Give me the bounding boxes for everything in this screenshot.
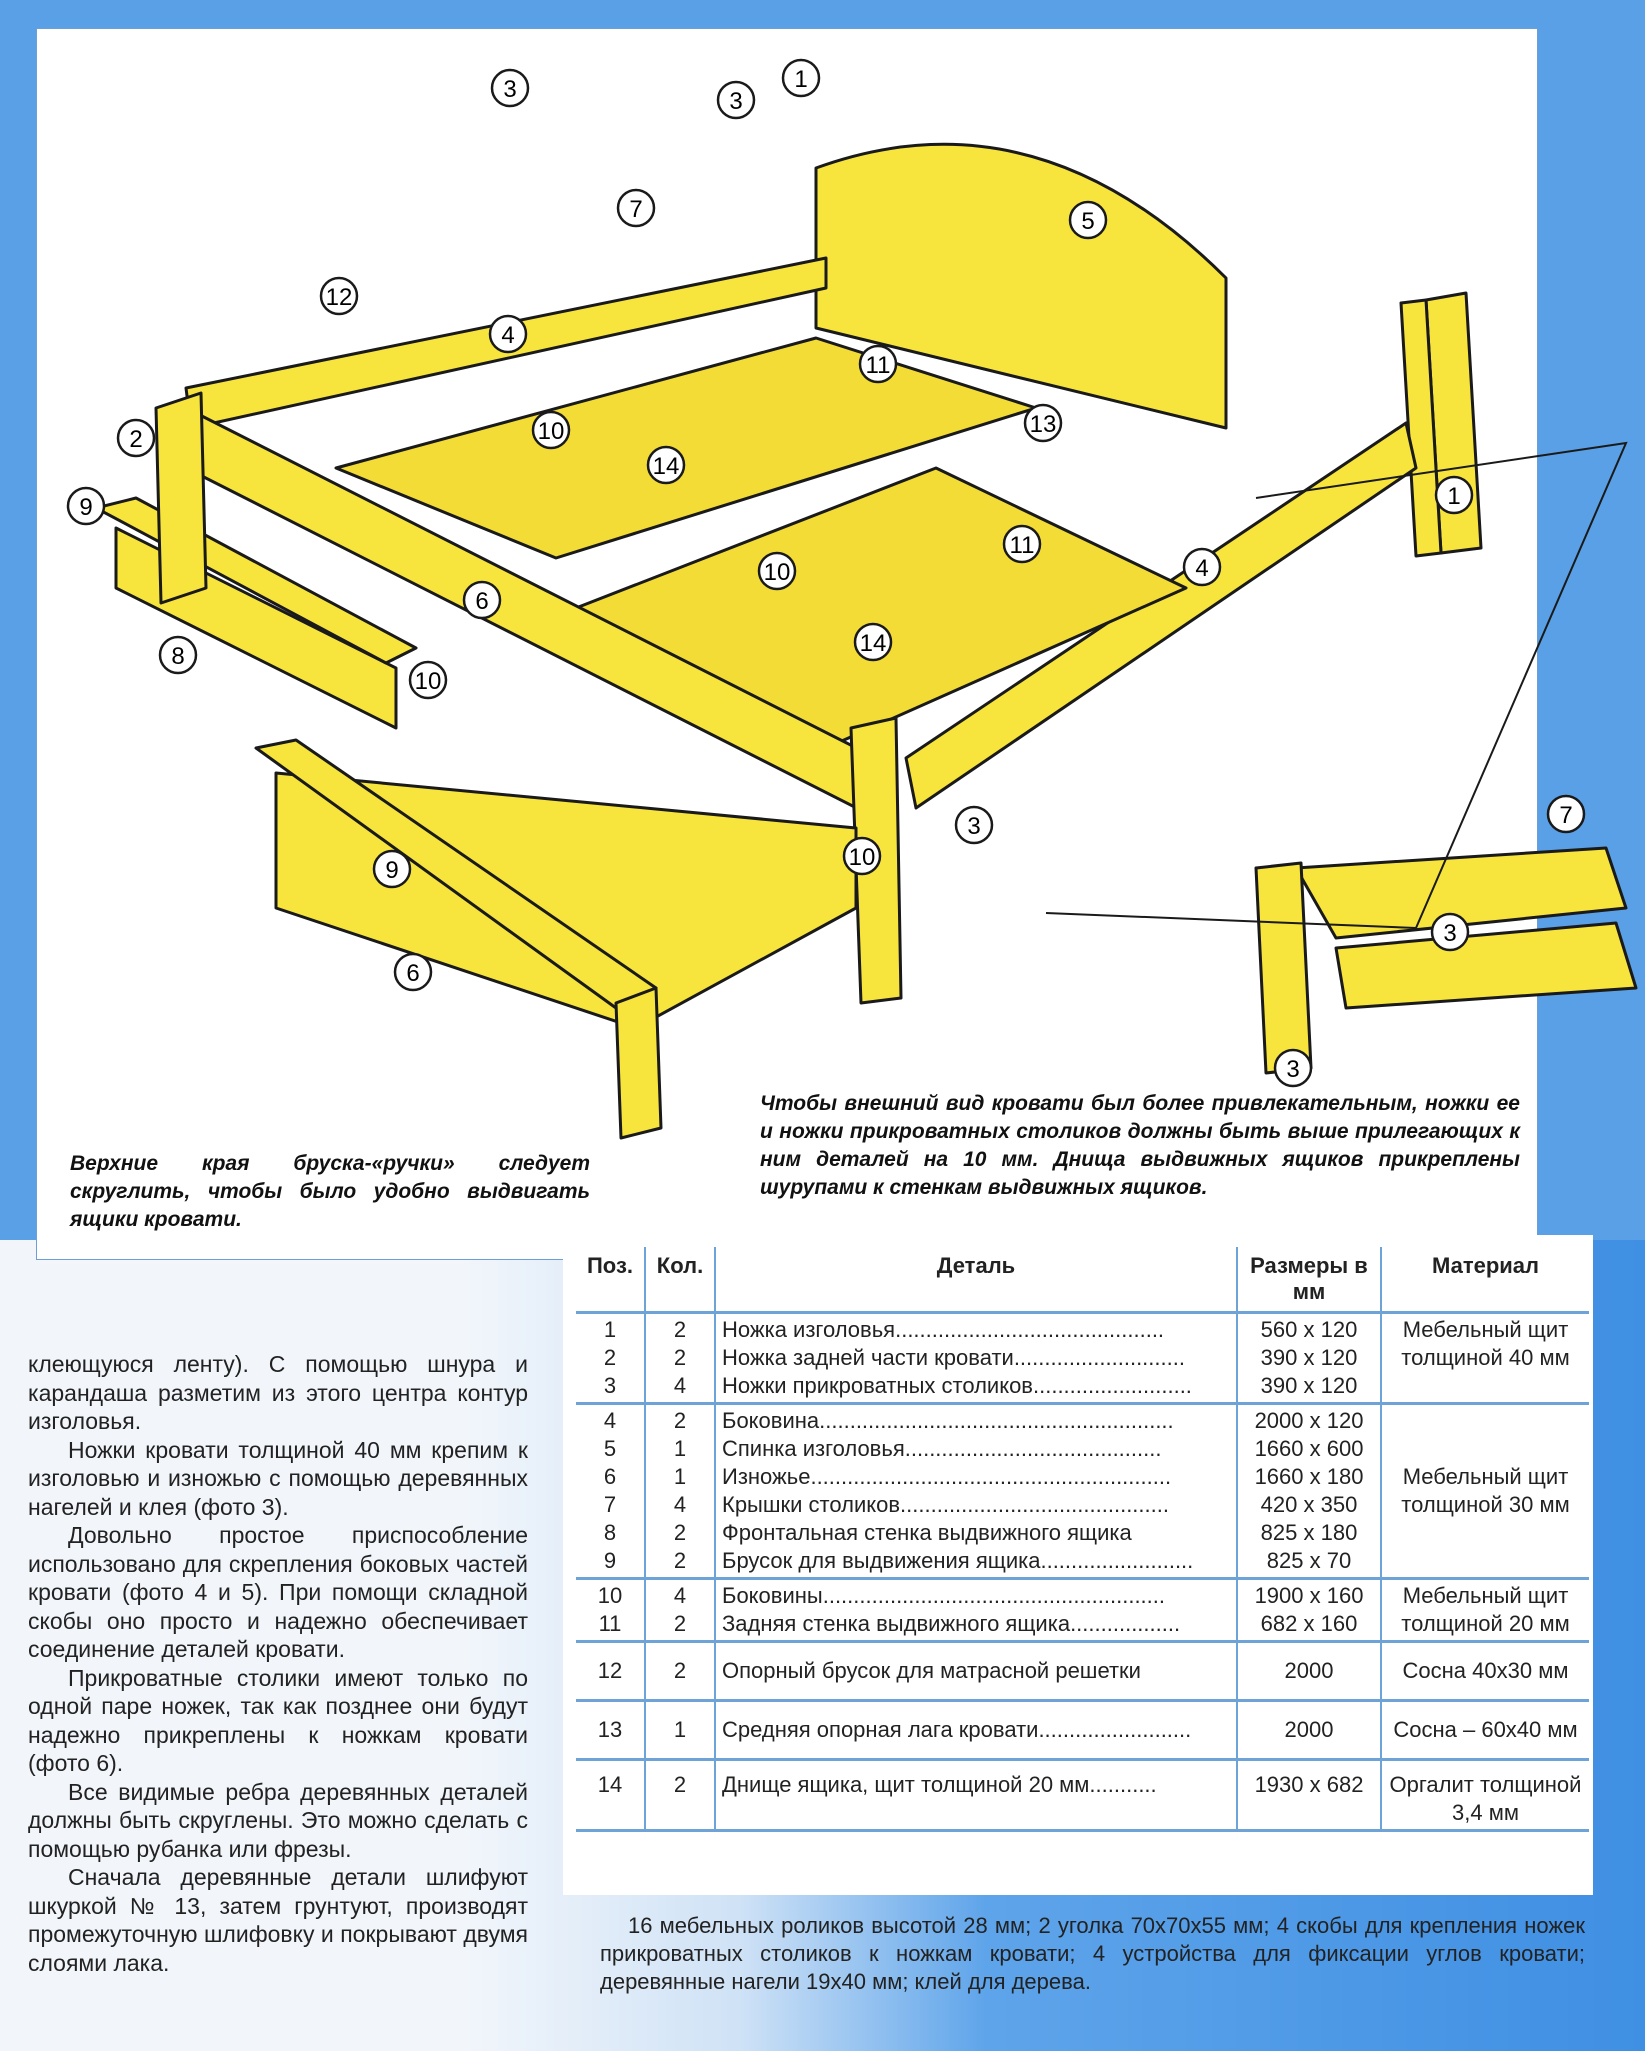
caption-left: Верхние края бруска-«ручки» следует скруглить, чтобы было удобно выдвигать ящики кровати. bbox=[70, 1152, 590, 1231]
callout-number: 9 bbox=[385, 857, 399, 884]
rear-leg-left bbox=[156, 393, 206, 603]
pos-cell: 5 bbox=[603, 1436, 617, 1461]
body-paragraph: Довольно простое приспособление использовано для скрепления боковых частей кровати (фото 4 и 5). При помощи складной скобы оно просто и надежно обеспечивает соединение деталей кровати. bbox=[28, 1522, 528, 1662]
material-cell: Сосна 40x30 мм bbox=[1381, 1642, 1589, 1701]
detail-cell: Боковина.......................................................... bbox=[722, 1408, 1174, 1433]
hardware-footnote: 16 мебельных роликов высотой 28 мм; 2 уголка 70x70x55 мм; 4 скобы для крепления ножек прикроватных столиков к ножкам кровати; 4 устройства для фиксации углов кровати; деревянные нагели 19x40 мм; клей для дерева. bbox=[600, 1913, 1585, 1994]
qty-cell: 2 bbox=[673, 1548, 687, 1573]
table-group-row bbox=[576, 1313, 1589, 1404]
qty-cell: 1 bbox=[673, 1464, 687, 1489]
body-paragraph: клеющуюся ленту). С помощью шнура и карандаша разметим из этого центра контур изголовья. bbox=[28, 1351, 528, 1434]
callout-number: 6 bbox=[406, 960, 420, 987]
size-cell: 1660 x 600 bbox=[1254, 1436, 1364, 1461]
material-cell: Мебельный щит толщиной 40 мм bbox=[1381, 1313, 1589, 1404]
material-cell: Мебельный щит толщиной 20 мм bbox=[1381, 1579, 1589, 1642]
bed-exploded-drawing bbox=[36, 28, 1573, 1258]
body-paragraph: Прикроватные столики имеют только по одной паре ножек, так как позднее они будут надежно прикреплены к ножкам кровати (фото 6). bbox=[28, 1664, 528, 1776]
parts-table-panel bbox=[563, 1235, 1593, 1895]
detail-cell: Изножье........................................................... bbox=[722, 1464, 1172, 1489]
callout-number: 12 bbox=[325, 284, 353, 311]
detail-cell: Опорный брусок для матрасной решетки bbox=[715, 1642, 1237, 1701]
pos-cell: 12 bbox=[576, 1642, 645, 1701]
pos-cell: 2 bbox=[603, 1345, 617, 1370]
size-cell: 1900 x 160 bbox=[1254, 1583, 1364, 1608]
col-material: Материал bbox=[1381, 1247, 1589, 1313]
detail-cell: Брусок для выдвижения ящика......................... bbox=[722, 1548, 1194, 1573]
size-cell: 825 x 70 bbox=[1266, 1548, 1352, 1573]
qty-cell: 1 bbox=[645, 1701, 715, 1760]
callout-number: 10 bbox=[848, 844, 876, 871]
material-cell: Мебельный щит толщиной 30 мм bbox=[1381, 1404, 1589, 1579]
callout-number: 14 bbox=[652, 453, 680, 480]
callout-number: 3 bbox=[1443, 920, 1457, 947]
qty-cell: 4 bbox=[673, 1583, 687, 1608]
detail-cell: Спинка изголовья.......................................... bbox=[722, 1436, 1162, 1461]
pos-cell: 14 bbox=[576, 1760, 645, 1831]
callout-number: 7 bbox=[629, 196, 643, 223]
parts-table bbox=[576, 1247, 1589, 1832]
detail-cell: Задняя стенка выдвижного ящика.................. bbox=[722, 1611, 1181, 1636]
detail-cell: Боковины........................................................ bbox=[722, 1583, 1166, 1608]
detail-cell: Днище ящика, щит толщиной 20 мм........... bbox=[715, 1760, 1237, 1831]
callout-number: 9 bbox=[79, 494, 93, 521]
size-cell: 682 x 160 bbox=[1260, 1611, 1358, 1636]
pos-cell: 4 bbox=[603, 1408, 617, 1433]
pos-cell: 1 bbox=[603, 1317, 617, 1342]
table-group-row bbox=[576, 1404, 1589, 1579]
table-group-row bbox=[576, 1579, 1589, 1642]
qty-cell: 2 bbox=[673, 1611, 687, 1636]
qty-cell: 4 bbox=[673, 1373, 687, 1398]
callout-number: 10 bbox=[537, 418, 565, 445]
callout-number: 10 bbox=[763, 559, 791, 586]
detail-cell: Фронтальная стенка выдвижного ящика bbox=[722, 1520, 1132, 1545]
qty-cell: 2 bbox=[645, 1760, 715, 1831]
qty-cell: 4 bbox=[673, 1492, 687, 1517]
callout-number: 6 bbox=[475, 588, 489, 615]
callout-number: 10 bbox=[414, 668, 442, 695]
callout-number: 1 bbox=[1447, 483, 1461, 510]
callout-number: 4 bbox=[501, 322, 515, 349]
pos-cell: 6 bbox=[603, 1464, 617, 1489]
callout-number: 2 bbox=[129, 426, 143, 453]
pos-cell: 9 bbox=[603, 1548, 617, 1573]
size-cell: 2000 x 120 bbox=[1254, 1408, 1364, 1433]
qty-cell: 2 bbox=[673, 1408, 687, 1433]
size-cell: 390 x 120 bbox=[1260, 1373, 1358, 1398]
callout-number: 1 bbox=[794, 66, 808, 93]
callout-number: 5 bbox=[1081, 208, 1095, 235]
size-cell: 1930 x 682 bbox=[1237, 1760, 1381, 1831]
pos-cell: 3 bbox=[603, 1373, 617, 1398]
pos-cell: 7 bbox=[603, 1492, 617, 1517]
col-size: Размеры в мм bbox=[1237, 1247, 1381, 1313]
callout-number: 14 bbox=[859, 630, 887, 657]
callout-number: 3 bbox=[1286, 1056, 1300, 1083]
table-group-row bbox=[576, 1701, 1589, 1760]
size-cell: 825 x 180 bbox=[1260, 1520, 1358, 1545]
table-group-row bbox=[576, 1760, 1589, 1831]
pos-cell: 11 bbox=[598, 1611, 622, 1636]
qty-cell: 2 bbox=[673, 1345, 687, 1370]
detail-cell: Крышки столиков............................................ bbox=[722, 1492, 1169, 1517]
detail-cell: Ножка задней части кровати............................ bbox=[722, 1345, 1185, 1370]
table-header-row bbox=[576, 1247, 1589, 1313]
col-pos: Поз. bbox=[576, 1247, 645, 1313]
qty-cell: 2 bbox=[673, 1317, 687, 1342]
callout-number: 3 bbox=[729, 88, 743, 115]
pos-cell: 10 bbox=[597, 1583, 623, 1608]
pos-cell: 13 bbox=[576, 1701, 645, 1760]
qty-cell: 2 bbox=[673, 1520, 687, 1545]
table-group-row bbox=[576, 1642, 1589, 1701]
body-paragraph: Сначала деревянные детали шлифуют шкуркой № 13, затем грунтуют, производят промежуточную шлифовку и покрывают двумя слоями лака. bbox=[28, 1864, 528, 1976]
callout-number: 3 bbox=[503, 76, 517, 103]
size-cell: 390 x 120 bbox=[1260, 1345, 1358, 1370]
detail-cell: Ножки прикроватных столиков.......................... bbox=[722, 1373, 1192, 1398]
callout-number: 11 bbox=[1009, 532, 1035, 559]
body-paragraph: Ножки кровати толщиной 40 мм крепим к изголовью и изножью с помощью деревянных нагелей и клея (фото 3). bbox=[28, 1436, 528, 1520]
detail-cell: Ножка изголовья............................................ bbox=[722, 1317, 1165, 1342]
callout-number: 11 bbox=[865, 352, 891, 379]
article-body bbox=[28, 1350, 528, 1977]
qty-cell: 2 bbox=[645, 1642, 715, 1701]
pos-cell: 8 bbox=[603, 1520, 617, 1545]
callout-number: 4 bbox=[1195, 555, 1209, 582]
size-cell: 1660 x 180 bbox=[1254, 1464, 1364, 1489]
size-cell: 2000 bbox=[1237, 1642, 1381, 1701]
size-cell: 560 x 120 bbox=[1260, 1317, 1358, 1342]
callout-number: 13 bbox=[1029, 411, 1057, 438]
body-paragraph: Все видимые ребра деревянных деталей должны быть скруглены. Это можно сделать с помощью рубанка или фрезы. bbox=[28, 1778, 528, 1862]
callout-number: 3 bbox=[967, 813, 981, 840]
callout-number: 8 bbox=[171, 643, 185, 670]
col-qty: Кол. bbox=[645, 1247, 715, 1313]
size-cell: 420 x 350 bbox=[1260, 1492, 1358, 1517]
material-cell: Сосна – 60x40 мм bbox=[1381, 1701, 1589, 1760]
material-cell: Оргалит толщиной 3,4 мм bbox=[1381, 1760, 1589, 1831]
qty-cell: 1 bbox=[673, 1436, 687, 1461]
col-detail: Деталь bbox=[715, 1247, 1237, 1313]
size-cell: 2000 bbox=[1237, 1701, 1381, 1760]
callout-number: 7 bbox=[1559, 802, 1573, 829]
detail-cell: Средняя опорная лага кровати......................... bbox=[715, 1701, 1237, 1760]
caption-right: Чтобы внешний вид кровати был более привлекательным, ножки ее и ножки прикроватных столиков должны быть выше прилегающих к ним деталей на 10 мм. Днища выдвижных ящиков прикреплены шурупами к стенкам выдвижных ящиков. bbox=[760, 1092, 1520, 1199]
